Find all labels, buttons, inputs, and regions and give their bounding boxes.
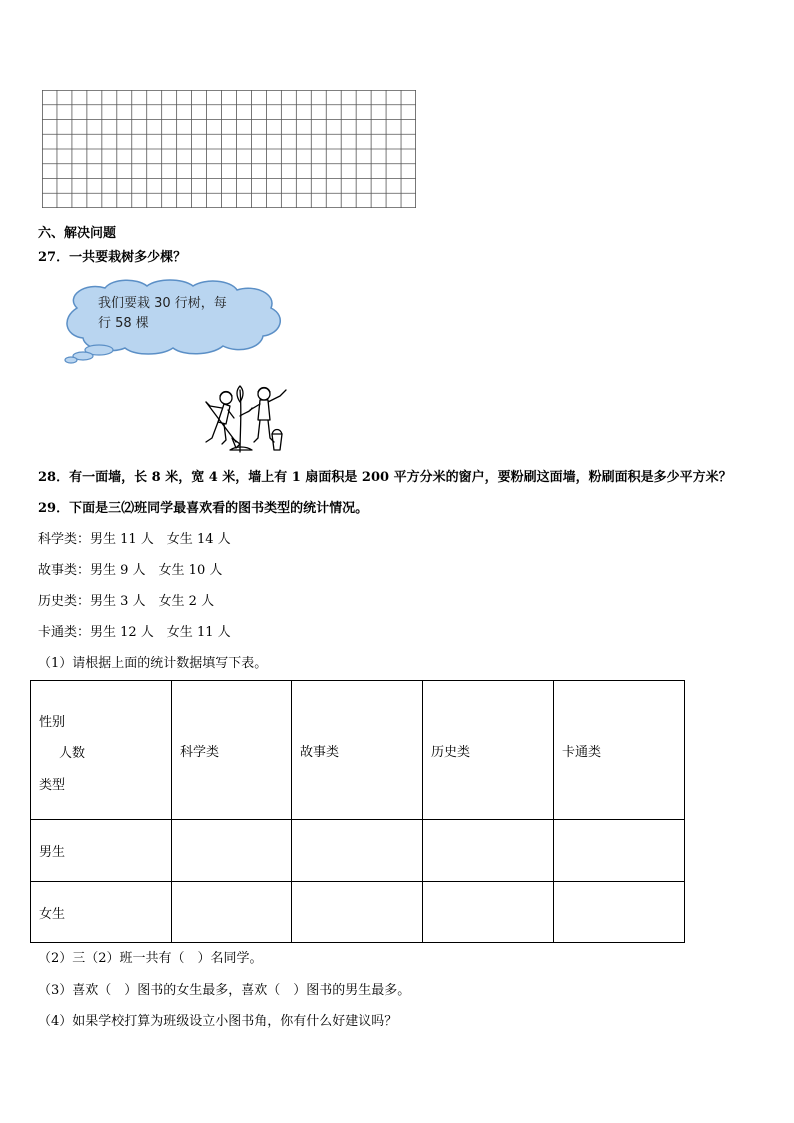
answer-cell[interactable] [292, 882, 423, 943]
column-header-cartoon: 卡通类 [554, 681, 685, 820]
answer-cell[interactable] [172, 882, 292, 943]
header-type: 类型 [39, 778, 66, 793]
answer-cell[interactable] [554, 882, 685, 943]
question-28: 28．有一面墙，长 8 米，宽 4 米，墙上有 1 扇面积是 200 平方分米的窗户，要粉刷这面墙，粉刷面积是多少平方米？ [38, 470, 732, 485]
answer-cell[interactable] [423, 820, 554, 882]
speech-line-2: 行 58 棵 [98, 316, 149, 331]
table-row-girls [31, 882, 685, 943]
section-title: 六、解决问题 [38, 226, 117, 241]
column-header-history: 历史类 [423, 681, 554, 820]
subquestion-2: （2）三（2）班一共有（ ）名同学。 [38, 951, 263, 966]
planting-children-illustration [196, 382, 290, 456]
speech-line-1: 我们要栽 30 行树，每 [98, 296, 227, 311]
grid-paper [42, 90, 416, 208]
stat-line-story: 故事类：男生 9 人 女生 10 人 [38, 563, 223, 578]
subquestion-1: （1）请根据上面的统计数据填写下表。 [38, 656, 268, 671]
table-corner-cell [31, 681, 172, 820]
row-header-girls: 女生 [31, 882, 172, 943]
stat-line-history: 历史类：男生 3 人 女生 2 人 [38, 594, 215, 609]
row-header-boys: 男生 [31, 820, 172, 882]
speech-text [98, 294, 248, 334]
answer-cell[interactable] [172, 820, 292, 882]
stat-line-cartoon: 卡通类：男生 12 人 女生 11 人 [38, 625, 231, 640]
subquestion-3: （3）喜欢（ ）图书的女生最多，喜欢（ ）图书的男生最多。 [38, 983, 411, 998]
statistics-table [30, 680, 685, 943]
question-27: 27．一共要栽树多少棵？ [38, 250, 187, 265]
stat-line-science: 科学类：男生 11 人 女生 14 人 [38, 532, 231, 547]
answer-cell[interactable] [554, 820, 685, 882]
statistics-table-wrap [30, 680, 685, 943]
header-gender: 性别 [39, 715, 66, 730]
answer-cell[interactable] [423, 882, 554, 943]
table-row-boys [31, 820, 685, 882]
column-header-story: 故事类 [292, 681, 423, 820]
answer-cell[interactable] [292, 820, 423, 882]
subquestion-4: （4）如果学校打算为班级设立小图书角，你有什么好建议吗？ [38, 1014, 398, 1029]
question-29: 29．下面是三⑵班同学最喜欢看的图书类型的统计情况。 [38, 501, 369, 516]
column-header-science: 科学类 [172, 681, 292, 820]
table-header-row [31, 681, 685, 820]
header-count: 人数 [59, 746, 86, 761]
